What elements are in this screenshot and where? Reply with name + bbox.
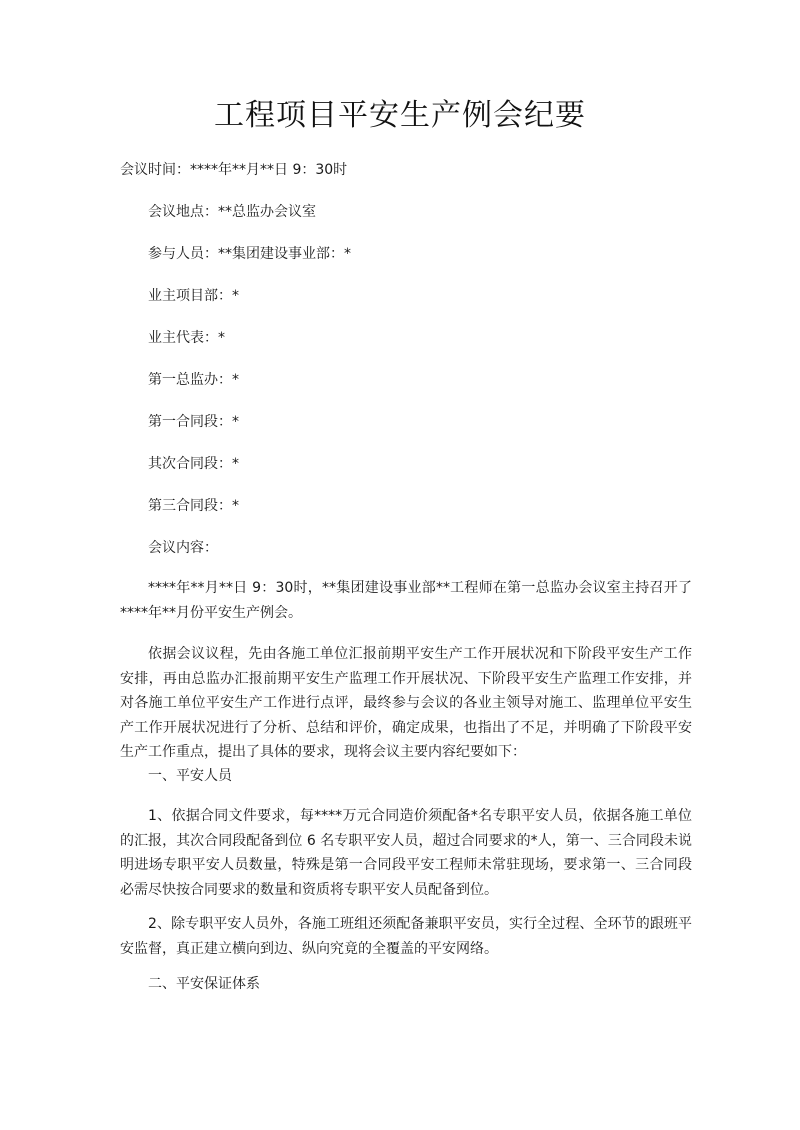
content-heading: 会议内容： (148, 540, 218, 556)
contract-section-3: 第三合同段：* (148, 498, 239, 514)
contract-section-2: 其次合同段：* (148, 456, 239, 472)
owner-project-dept: 业主项目部：* (148, 288, 239, 304)
section-2-heading: 二、平安保证体系 (148, 976, 260, 992)
meeting-time: 会议时间：****年**月**日 9：30时 (120, 162, 348, 178)
section-1-item-1: 1、依据合同文件要求，每****万元合同造价须配备*名专职平安人员，依据各施工单位的汇报，其次合同段配备到位 6 名专职平安人员，超过合同要求的*人，第一、三合同段未说明进场专职平安人员数量，特殊是第一合同段平安工程师未常驻现场，要求第一、三合同段必需尽快按合同要求的数量和资质将专职平安人员配备到位。 (120, 808, 692, 898)
paragraph-agenda: 依据会议议程，先由各施工单位汇报前期平安生产工作开展状况和下阶段平安生产工作安排，再由总监办汇报前期平安生产监理工作开展状况、下阶段平安生产监理工作安排，并对各施工单位平安生产工作进行点评，最终参与会议的各业主领导对施工、监理单位平安生产工作开展状况进行了分析、总结和评价，确定成果，也指出了不足，并明确了下阶段平安生产工作重点，提出了具体的要求，现将会议主要内容纪要如下： (120, 646, 692, 760)
contract-section-1: 第一合同段：* (148, 414, 239, 430)
meeting-place: 会议地点：**总监办会议室 (148, 204, 316, 220)
document-title: 工程项目平安生产例会纪要 (214, 98, 586, 133)
section-1-item-2: 2、除专职平安人员外，各施工班组还须配备兼职平安员，实行全过程、全环节的跟班平安监督，真正建立横向到边、纵向究竟的全覆盖的平安网络。 (120, 916, 692, 957)
attendees: 参与人员：**集团建设事业部：* (148, 246, 351, 262)
first-supervisor-office: 第一总监办：* (148, 372, 239, 388)
section-1-heading: 一、平安人员 (148, 768, 232, 784)
owner-representative: 业主代表：* (148, 330, 225, 346)
paragraph-intro: ****年**月**日 9：30时，**集团建设事业部**工程师在第一总监办会议室主持召开了****年**月份平安生产例会。 (120, 580, 692, 621)
